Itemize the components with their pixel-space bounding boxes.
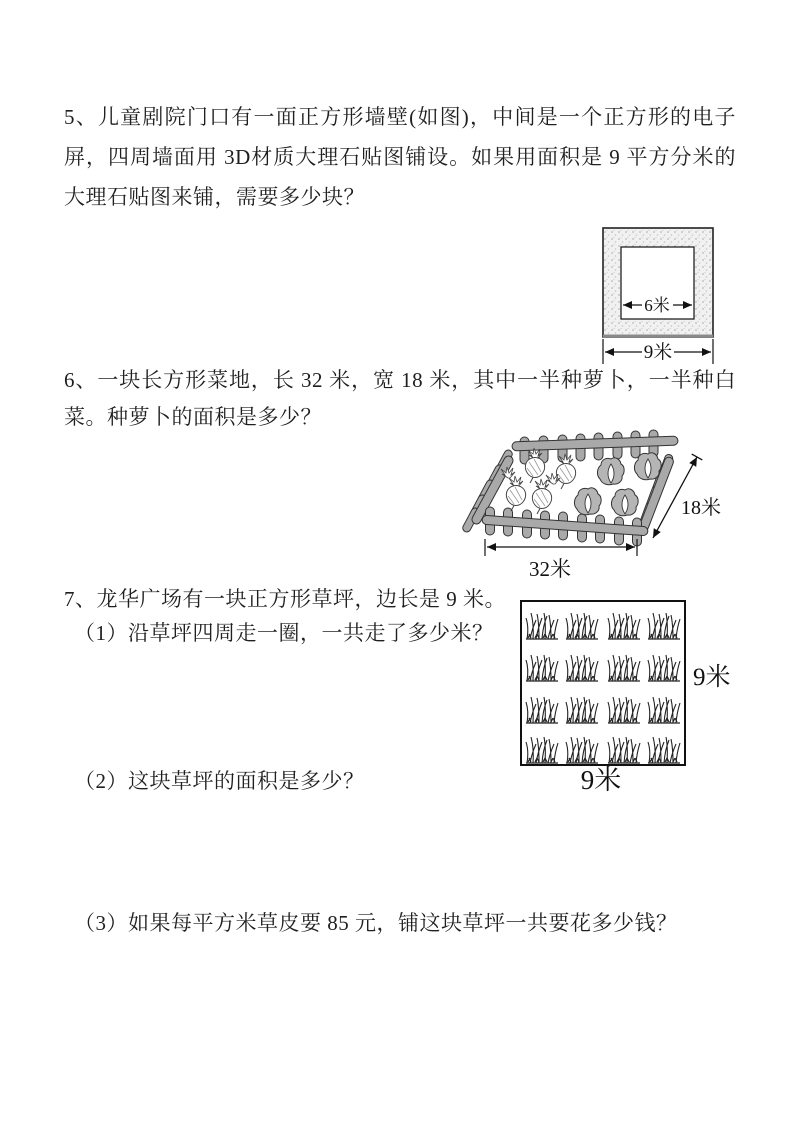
problem-7-intro: 7、龙华广场有一块正方形草坪，边长是 9 米。 [64, 587, 506, 611]
inner-width-label: 6米 [644, 296, 670, 315]
problem-7-question-2: （2）这块草坪的面积是多少？ [74, 769, 365, 793]
garden-width-label: 18米 [681, 497, 721, 519]
lawn-bottom-label: 9米 [580, 765, 622, 795]
garden-figure [458, 426, 763, 590]
problem-5-text: 5、儿童剧院门口有一面正方形墙壁(如图)，中间是一个正方形的电子屏，四周墙面用 3D材质大理石贴图铺设。如果用面积是 9 平方分米的大理石贴图来铺，需要多少块？ [64, 105, 736, 209]
problem-7-question-1: （1）沿草坪四周走一圈，一共走了多少米？ [74, 621, 494, 645]
problem-7-question-3: （3）如果每平方米草皮要 85 元，铺这块草坪一共要花多少钱？ [74, 911, 678, 935]
lawn-side-label: 9米 [693, 664, 731, 691]
problem-6-text: 6、一块长方形菜地，长 32 米，宽 18 米，其中一半种萝卜，一半种白菜。种萝卜的面积是多少？ [64, 368, 736, 429]
dimension-32m [485, 539, 637, 581]
wall-figure [596, 216, 722, 368]
dimension-9m [603, 339, 713, 364]
outer-width-label: 9米 [643, 342, 673, 363]
lawn-figure [517, 597, 757, 802]
garden-length-label: 32米 [529, 557, 571, 581]
fence [461, 430, 678, 546]
